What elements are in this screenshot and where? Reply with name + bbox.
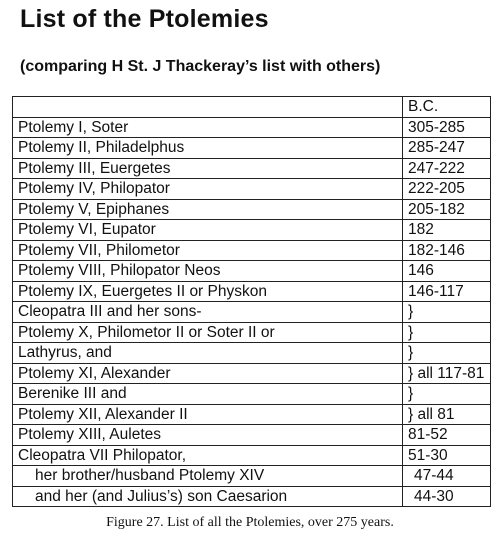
ruler-date: } bbox=[403, 302, 491, 323]
ruler-name: Ptolemy VIII, Philopator Neos bbox=[13, 261, 403, 282]
ptolemies-table bbox=[12, 96, 491, 507]
table-row bbox=[13, 322, 491, 343]
ruler-name: her brother/husband Ptolemy XIV bbox=[13, 466, 403, 487]
header-cell-bc: B.C. bbox=[403, 97, 491, 118]
ruler-date: 222-205 bbox=[403, 179, 491, 200]
table-row bbox=[13, 466, 491, 487]
table-row bbox=[13, 281, 491, 302]
table-row bbox=[13, 199, 491, 220]
figure-caption: Figure 27. List of all the Ptolemies, over 275 years. bbox=[106, 515, 394, 530]
ruler-date: } all 81 bbox=[403, 404, 491, 425]
ruler-date: } all 117-81 bbox=[403, 363, 491, 384]
ruler-date: 205-182 bbox=[403, 199, 491, 220]
table-row bbox=[13, 404, 491, 425]
ruler-name: and her (and Julius’s) son Caesarion bbox=[13, 486, 403, 507]
ruler-name: Cleopatra III and her sons- bbox=[13, 302, 403, 323]
ruler-date: 305-285 bbox=[403, 117, 491, 138]
table-row bbox=[13, 363, 491, 384]
page-subtitle: (comparing H St. J Thackeray’s list with others) bbox=[20, 58, 381, 75]
table-row bbox=[13, 343, 491, 364]
table-row bbox=[13, 220, 491, 241]
ruler-name: Berenike III and bbox=[13, 384, 403, 405]
table-row bbox=[13, 261, 491, 282]
header-cell-name bbox=[13, 97, 403, 118]
ruler-name: Ptolemy VI, Eupator bbox=[13, 220, 403, 241]
ruler-date: 146 bbox=[403, 261, 491, 282]
ruler-date: 182 bbox=[403, 220, 491, 241]
table-row bbox=[13, 158, 491, 179]
ruler-date: 285-247 bbox=[403, 138, 491, 159]
table-row bbox=[13, 138, 491, 159]
ruler-date: 182-146 bbox=[403, 240, 491, 261]
ruler-date: } bbox=[403, 343, 491, 364]
table-row bbox=[13, 179, 491, 200]
ruler-name: Ptolemy IV, Philopator bbox=[13, 179, 403, 200]
ruler-date: 247-222 bbox=[403, 158, 491, 179]
table-row bbox=[13, 240, 491, 261]
ruler-date: 146-117 bbox=[403, 281, 491, 302]
ruler-date: } bbox=[403, 384, 491, 405]
ruler-date: 44-30 bbox=[403, 486, 491, 507]
table-row bbox=[13, 117, 491, 138]
ruler-name: Ptolemy X, Philometor II or Soter II or bbox=[13, 322, 403, 343]
ruler-name: Cleopatra VII Philopator, bbox=[13, 445, 403, 466]
ruler-name: Ptolemy II, Philadelphus bbox=[13, 138, 403, 159]
ruler-name: Ptolemy VII, Philometor bbox=[13, 240, 403, 261]
table-row bbox=[13, 302, 491, 323]
ruler-date: 47-44 bbox=[403, 466, 491, 487]
table-row bbox=[13, 445, 491, 466]
table-row bbox=[13, 384, 491, 405]
table-row bbox=[13, 486, 491, 507]
ruler-name: Ptolemy XIII, Auletes bbox=[13, 425, 403, 446]
ruler-date: 81-52 bbox=[403, 425, 491, 446]
ruler-name: Ptolemy XII, Alexander II bbox=[13, 404, 403, 425]
table-row bbox=[13, 425, 491, 446]
page-title: List of the Ptolemies bbox=[20, 5, 269, 33]
ruler-name: Ptolemy III, Euergetes bbox=[13, 158, 403, 179]
ruler-date: } bbox=[403, 322, 491, 343]
ruler-name: Ptolemy IX, Euergetes II or Physkon bbox=[13, 281, 403, 302]
ruler-name: Lathyrus, and bbox=[13, 343, 403, 364]
ruler-name: Ptolemy XI, Alexander bbox=[13, 363, 403, 384]
ruler-name: Ptolemy V, Epiphanes bbox=[13, 199, 403, 220]
table-header-row bbox=[13, 97, 491, 118]
ruler-name: Ptolemy I, Soter bbox=[13, 117, 403, 138]
ruler-date: 51-30 bbox=[403, 445, 491, 466]
